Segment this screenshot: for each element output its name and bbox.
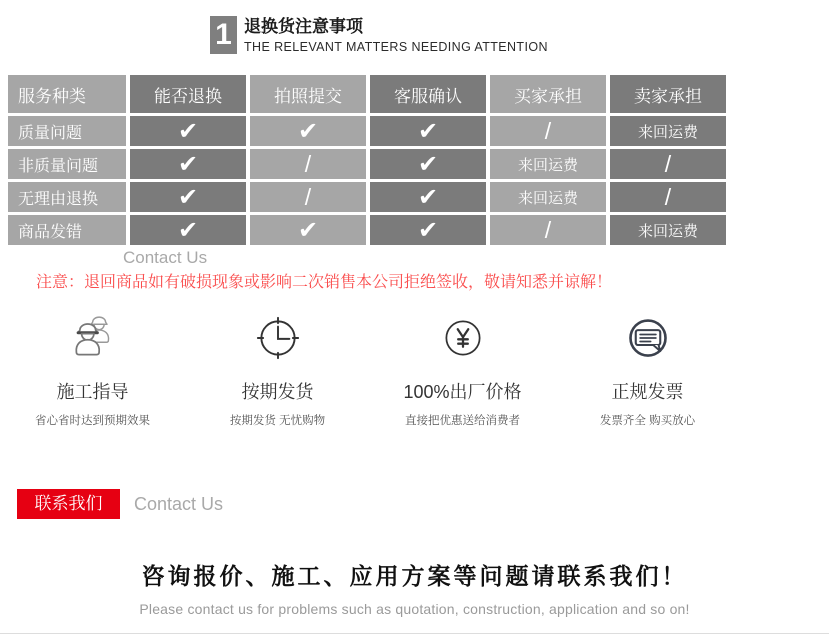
check-mark-cell: ✔ bbox=[130, 182, 246, 212]
not-applicable-cell: / bbox=[250, 149, 366, 179]
check-mark-cell: ✔ bbox=[130, 149, 246, 179]
fee-cell: 来回运费 bbox=[490, 149, 606, 179]
row-label-cell: 无理由退换 bbox=[8, 182, 126, 212]
check-mark-cell: ✔ bbox=[250, 116, 366, 146]
feature-title: 施工指导 bbox=[56, 382, 129, 402]
check-mark-cell: ✔ bbox=[370, 116, 486, 146]
return-notice-text: 注意：退回商品如有破损现象或影响二次销售本公司拒绝签收，敬请知悉并谅解！ bbox=[36, 274, 613, 291]
header-cell: 买家承担 bbox=[490, 75, 606, 113]
header-cell: 拍照提交 bbox=[250, 75, 366, 113]
section-header bbox=[210, 16, 548, 54]
row-label-cell: 质量问题 bbox=[8, 116, 126, 146]
section-header-text bbox=[244, 16, 548, 54]
feature-clock bbox=[185, 310, 370, 428]
footer-title: 咨询报价、施工、应用方案等问题请联系我们！ bbox=[141, 563, 688, 589]
construction-workers-icon bbox=[0, 310, 185, 368]
not-applicable-cell: / bbox=[610, 149, 726, 179]
header-cell: 客服确认 bbox=[370, 75, 486, 113]
bottom-divider bbox=[0, 633, 829, 634]
check-mark-cell: ✔ bbox=[130, 215, 246, 245]
section-subtitle: THE RELEVANT MATTERS NEEDING ATTENTION bbox=[244, 40, 548, 54]
contact-section bbox=[17, 489, 223, 519]
section-number-badge: 1 bbox=[210, 16, 237, 54]
not-applicable-cell: / bbox=[490, 116, 606, 146]
not-applicable-cell: / bbox=[250, 182, 366, 212]
contact-us-english-label: Contact Us bbox=[134, 493, 224, 514]
fee-cell: 来回运费 bbox=[610, 116, 726, 146]
not-applicable-cell: / bbox=[610, 182, 726, 212]
feature-subtitle: 发票齐全 购买放心 bbox=[599, 415, 696, 427]
header-cell-service-type: 服务种类 bbox=[8, 75, 126, 113]
clock-icon bbox=[185, 310, 370, 368]
feature-title: 正规发票 bbox=[611, 382, 684, 402]
check-mark-cell: ✔ bbox=[370, 149, 486, 179]
contact-us-watermark: Contact Us bbox=[123, 248, 208, 267]
return-policy-table bbox=[8, 75, 726, 245]
header-cell: 卖家承担 bbox=[610, 75, 726, 113]
fee-cell: 来回运费 bbox=[610, 215, 726, 245]
row-label-cell: 商品发错 bbox=[8, 215, 126, 245]
invoice-icon bbox=[555, 310, 740, 368]
check-mark-cell: ✔ bbox=[130, 116, 246, 146]
feature-subtitle: 省心省时达到预期效果 bbox=[35, 415, 150, 427]
not-applicable-cell: / bbox=[490, 215, 606, 245]
fee-cell: 来回运费 bbox=[490, 182, 606, 212]
row-label-cell: 非质量问题 bbox=[8, 149, 126, 179]
feature-subtitle: 直接把优惠送给消费者 bbox=[405, 415, 520, 427]
feature-construction-workers bbox=[0, 310, 185, 428]
check-mark-cell: ✔ bbox=[370, 182, 486, 212]
footer-subtitle: Please contact us for problems such as quotation, construction, application and so on! bbox=[139, 601, 690, 617]
header-cell: 能否退换 bbox=[130, 75, 246, 113]
feature-subtitle: 按期发货 无忧购物 bbox=[229, 415, 326, 427]
feature-yuan-coin bbox=[370, 310, 555, 428]
check-mark-cell: ✔ bbox=[250, 215, 366, 245]
feature-invoice bbox=[555, 310, 740, 428]
features-row bbox=[0, 310, 740, 428]
yuan-coin-icon bbox=[370, 310, 555, 368]
feature-title: 按期发货 bbox=[241, 382, 314, 402]
footer bbox=[0, 558, 829, 617]
contact-us-button[interactable]: 联系我们 bbox=[17, 489, 120, 519]
check-mark-cell: ✔ bbox=[370, 215, 486, 245]
section-title: 退换货注意事项 bbox=[244, 17, 363, 36]
feature-title: 100%出厂价格 bbox=[403, 382, 522, 402]
